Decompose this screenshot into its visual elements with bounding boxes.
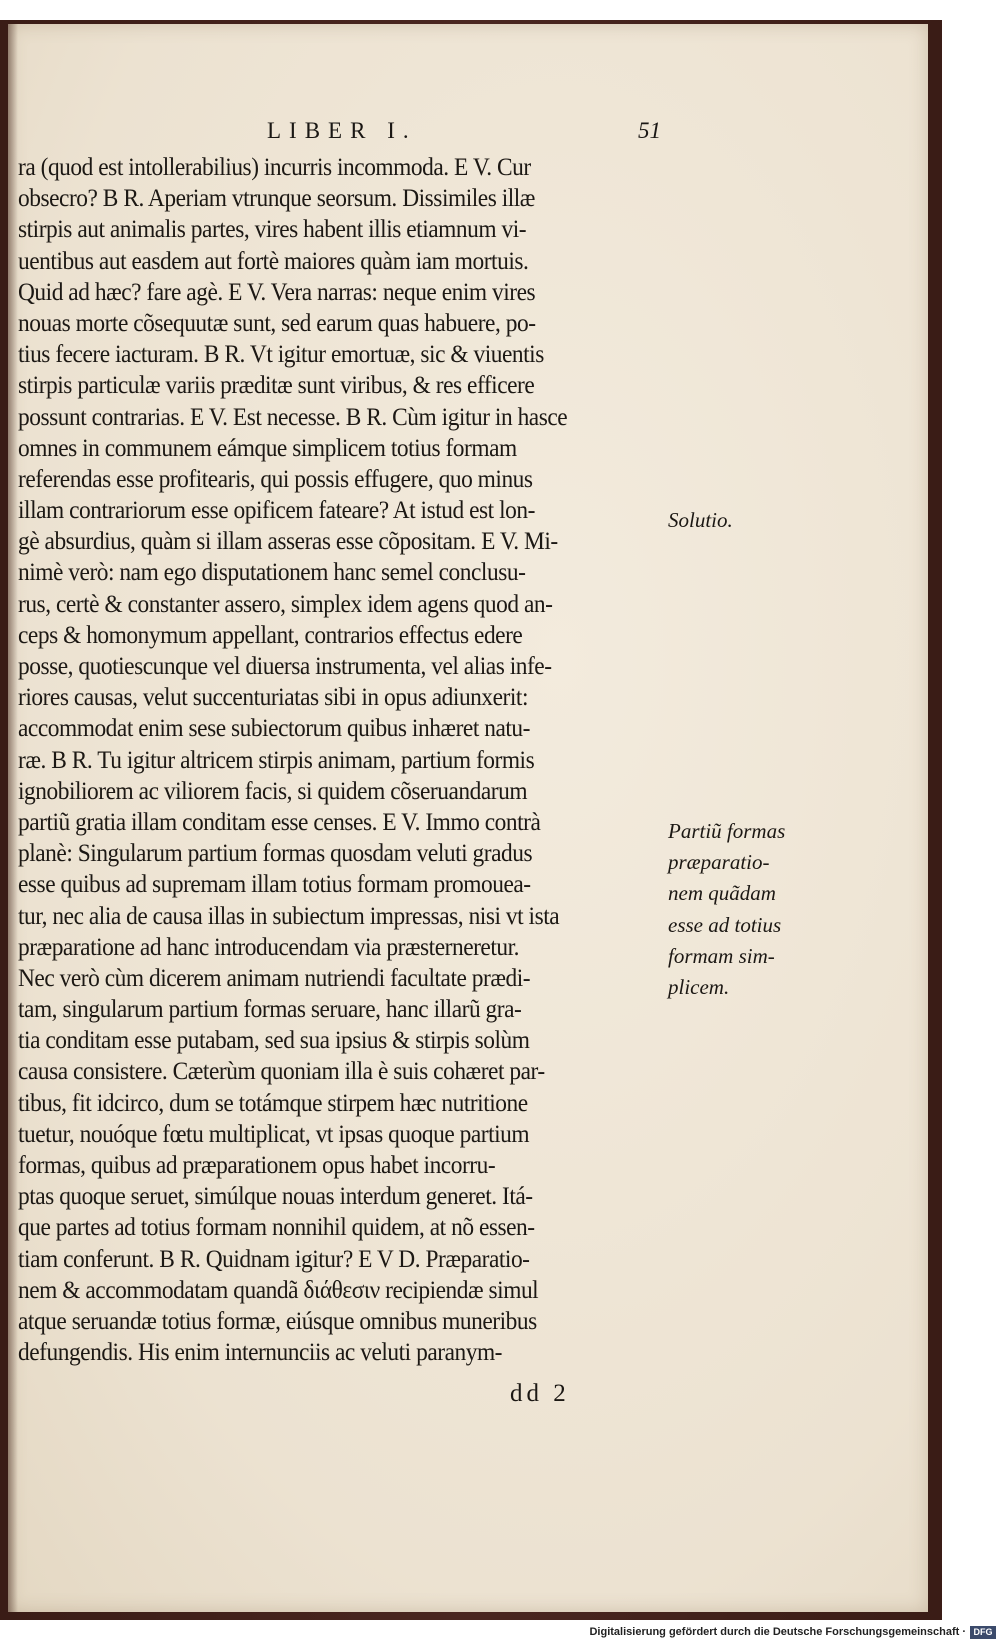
text-line: tibus, fit idcirco, dum se totámque stirpem hæc nutritione	[18, 1089, 528, 1117]
text-line: tia conditam esse putabam, sed sua ipsius & stirpis solùm	[18, 1027, 530, 1055]
text-line: Quid ad hæc? fare agè. E V. Vera narras: neque enim vires	[18, 278, 536, 306]
text-line: partiũ gratia illam conditam esse censes. E V. Immo contrà	[18, 808, 541, 836]
text-line: stirpis particulæ variis præditæ sunt viribus, & res efficere	[18, 372, 535, 400]
text-line: nem & accommodatam quandã διάθεσιν recipiendæ simul	[18, 1276, 539, 1304]
margin-note-line: plicem.	[668, 974, 730, 999]
margin-note-line: Partiũ formas	[668, 819, 786, 843]
text-line: esse quibus ad supremam illam totius formam promouea-	[18, 871, 531, 899]
text-line: stirpis aut animalis partes, vires habent illis etiamnum vi-	[18, 216, 527, 244]
text-line: tam, singularum partium formas seruare, hanc illarũ gra-	[18, 996, 522, 1024]
text-line: obsecro? B R. Aperiam vtrunque seorsum. Dissimiles illæ	[18, 185, 535, 213]
text-line: ptas quoque seruet, simúlque nouas interdum generet. Itá-	[18, 1183, 533, 1211]
text-line: tiam conferunt. B R. Quidnam igitur? E V D. Præparatio-	[18, 1245, 530, 1273]
body-text	[18, 152, 678, 1368]
text-line: illam contrariorum esse opificem fateare? At istud est lon-	[18, 497, 535, 525]
text-line: ignobiliorem ac viliorem facis, si quidem cõseruandarum	[18, 777, 528, 805]
text-line: omnes in communem eámque simplicem totius formam	[18, 434, 517, 462]
text-line: atque seruandæ totius formæ, eiúsque omnibus muneribus	[18, 1307, 537, 1335]
text-line: tur, nec alia de causa illas in subiectum impressas, nisi vt ista	[18, 902, 560, 930]
margin-note-line: formam sim-	[668, 943, 775, 968]
text-line: que partes ad totius formam nonnihil quidem, at nõ essen-	[18, 1214, 535, 1242]
text-line: tuetur, nouóque fœtu multiplicat, vt ipsas quoque partium	[18, 1120, 530, 1148]
text-line: uentibus aut easdem aut fortè maiores quàm iam mortuis.	[18, 247, 529, 275]
text-line: planè: Singularum partium formas quosdam veluti gradus	[18, 840, 533, 868]
text-line: ceps & homonymum appellant, contrarios effectus edere	[18, 621, 523, 649]
text-line: ræ. B R. Tu igitur altricem stirpis animam, partium formis	[18, 746, 535, 774]
text-line: præparatione ad hanc introducendam via præsterneretur.	[18, 933, 520, 961]
dfg-logo-icon: DFG	[970, 1626, 996, 1639]
text-line: gè absurdius, quàm si illam asseras esse cõpositam. E V. Mi-	[18, 528, 558, 556]
running-title: LIBER I.	[267, 118, 417, 143]
text-line: possunt contrarias. E V. Est necesse. B R. Cùm igitur in hasce	[18, 403, 568, 431]
text-line: formas, quibus ad præparationem opus habet incorru-	[18, 1152, 496, 1179]
text-line: tius fecere iacturam. B R. Vt igitur emortuæ, sic & viuentis	[18, 341, 544, 369]
margin-note-partium-formas	[668, 816, 785, 1003]
text-line: defungendis. His enim internunciis ac veluti paranym-	[18, 1339, 503, 1367]
page-gutter-shadow	[8, 24, 18, 1612]
text-line: accommodat enim sese subiectorum quibus inhæret natu-	[18, 715, 530, 743]
text-line: causa consistere. Cæterùm quoniam illa è suis cohæret par-	[18, 1058, 545, 1086]
running-head	[0, 118, 942, 148]
text-line: referendas esse profitearis, qui possis effugere, quo minus	[18, 465, 533, 493]
text-line: ra (quod est intollerabilius) incurris incommoda. E V. Cur	[18, 154, 531, 181]
margin-note-line: Solutio.	[668, 508, 733, 532]
text-line: nimè verò: nam ego disputationem hanc semel conclusu-	[18, 559, 526, 587]
signature-mark: dd 2	[510, 1380, 570, 1407]
margin-note-line: præparatio-	[668, 850, 770, 875]
text-line: Nec verò cùm dicerem animam nutriendi facultate prædi-	[18, 964, 531, 992]
text-line: rus, certè & constanter assero, simplex idem agens quod an-	[18, 590, 553, 618]
text-line: posse, quotiescunque vel diuersa instrumenta, vel alias infe-	[18, 653, 552, 680]
page-number: 51	[638, 118, 661, 143]
margin-note-line: nem quãdam	[668, 881, 776, 906]
margin-note-solutio	[668, 505, 733, 536]
margin-note-line: esse ad totius	[668, 912, 782, 937]
text-line: nouas morte cõsequutæ sunt, sed earum quas habuere, po-	[18, 309, 536, 337]
footer-credit: Digitalisierung gefördert durch die Deutsche Forschungsgemeinschaft ·	[589, 1626, 966, 1638]
text-line: riores causas, velut succenturiatas sibi in opus adiunxerit:	[18, 684, 528, 712]
